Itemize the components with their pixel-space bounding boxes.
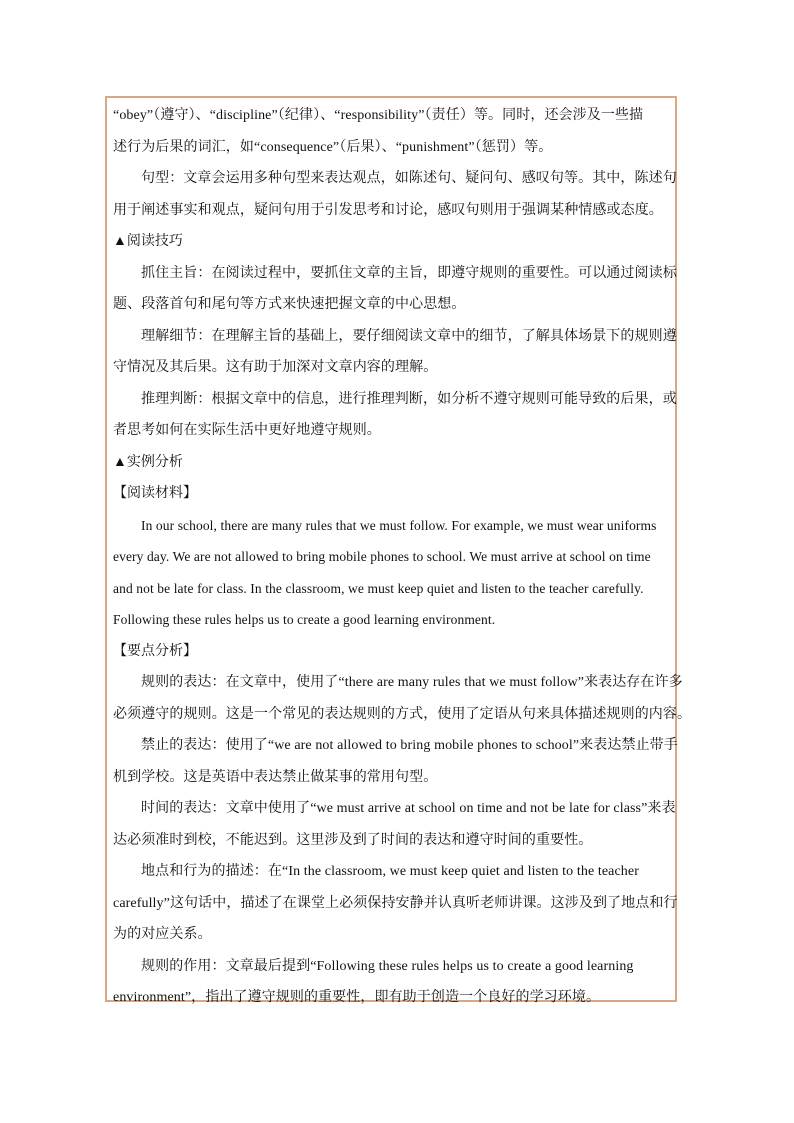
analysis-1-line-1: 规则的表达：在文章中，使用了“there are many rules that we must follow”来表达存在许多 (141, 675, 683, 690)
material-line-4: Following these rules helps us to create a good learning environment. (113, 612, 496, 627)
analysis-4-line-1: 地点和行为的描述：在“In the classroom, we must keep quiet and listen to the teacher (141, 864, 639, 879)
analysis-2-line-2: 机到学校。这是英语中表达禁止做某事的常用句型。 (113, 769, 438, 785)
analysis-2-line-1: 禁止的表达：使用了“we are not allowed to bring mobile phones to school”来表达禁止带手 (141, 738, 678, 753)
skill-3-line-2: 者思考如何在实际生活中更好地遵守规则。 (113, 423, 381, 438)
analysis-heading: 【要点分析】 (113, 643, 197, 659)
skill-2-line-2: 守情况及其后果。这有助于加深对文章内容的理解。 (113, 360, 438, 375)
example-heading: ▲实例分析 (113, 454, 183, 470)
reading-skills-heading: ▲阅读技巧 (113, 234, 183, 249)
analysis-4-line-2: carefully”这句话中，描述了在课堂上必须保持安静并认真听老师讲课。这涉及到了地点和行 (113, 895, 678, 911)
document-body (113, 100, 692, 1014)
analysis-5-line-2: environment”，指出了遵守规则的重要性，即有助于创造一个良好的学习环境。 (113, 990, 601, 1005)
intro-line-2: 述行为后果的词汇，如“consequence”（后果）、“punishment”（惩罚）等。 (113, 139, 553, 155)
skill-1-line-2: 题、段落首句和尾句等方式来快速把握文章的中心思想。 (113, 297, 466, 312)
skill-1-line-1: 抓住主旨：在阅读过程中，要抓住文章的主旨，即遵守规则的重要性。可以通过阅读标 (141, 265, 677, 281)
material-line-3: and not be late for class. In the classroom, we must keep quiet and listen to the teacher carefully. (113, 580, 644, 596)
material-line-2: every day. We are not allowed to bring mobile phones to school. We must arrive at school on time (113, 549, 651, 564)
analysis-1-line-2: 必须遵守的规则。这是一个常见的表达规则的方式，使用了定语从句来具体描述规则的内容。 (113, 706, 692, 722)
skill-2-line-1: 理解细节：在理解主旨的基础上，要仔细阅读文章中的细节，了解具体场景下的规则遵 (141, 328, 677, 344)
analysis-5-line-1: 规则的作用：文章最后提到“Following these rules helps us to create a good learning (141, 958, 634, 974)
intro-line-1: “obey”（遵守）、“discipline”（纪律）、“responsibility”（责任）等。同时，还会涉及一些描 (113, 108, 644, 123)
material-line-1: In our school, there are many rules that we must follow. For example, we must wear uniforms (141, 517, 657, 533)
sentence-types-line-2: 用于阐述事实和观点，疑问句用于引发思考和讨论，感叹句则用于强调某种情感或态度。 (113, 202, 663, 218)
skill-3-line-1: 推理判断：根据文章中的信息，进行推理判断，如分析不遵守规则可能导致的后果，或 (141, 391, 677, 407)
sentence-types-line-1: 句型：文章会运用多种句型来表达观点，如陈述句、疑问句、感叹句等。其中，陈述句 (141, 171, 677, 186)
material-heading: 【阅读材料】 (113, 486, 197, 501)
analysis-3-line-2: 达必须准时到校，不能迟到。这里涉及到了时间的表达和遵守时间的重要性。 (113, 832, 593, 848)
analysis-4-line-3: 为的对应关系。 (113, 927, 212, 942)
analysis-3-line-1: 时间的表达：文章中使用了“we must arrive at school on time and not be late for class”来表 (141, 801, 676, 816)
